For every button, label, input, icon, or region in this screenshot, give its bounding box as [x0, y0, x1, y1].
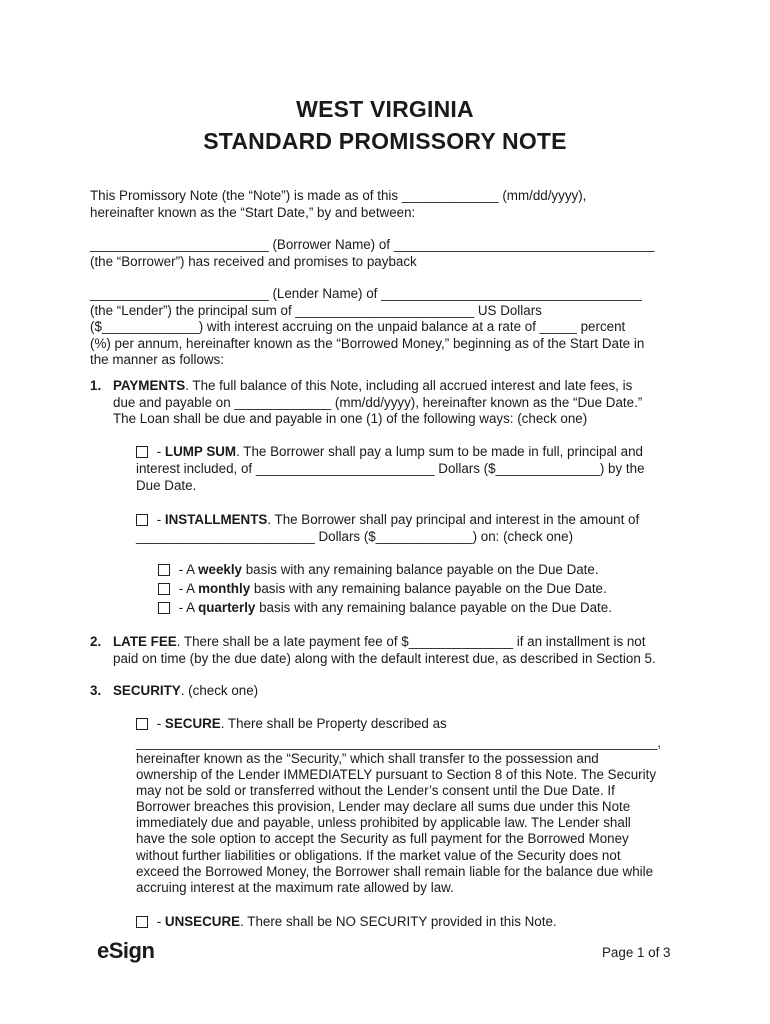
secure-body-line: hereinafter known as the “Security,” which shall transfer to the possession and	[136, 751, 599, 766]
page-number: Page 1 of 3	[602, 945, 671, 960]
section-2-text-1: . There shall be a late payment fee of $______________ if an installment is not	[176, 634, 646, 649]
section-3-line-1	[113, 683, 258, 699]
title-line-1: WEST VIRGINIA	[296, 96, 474, 122]
unsecure-dash: -	[153, 914, 165, 929]
monthly-prefix: - A	[175, 581, 199, 596]
monthly-suffix: basis with any remaining balance payable on the Due Date.	[250, 581, 607, 596]
unsecure-line-1	[136, 914, 557, 930]
section-1-line-1	[113, 378, 632, 394]
lump-sum-line-1	[136, 444, 643, 460]
lump-sum-dash: -	[153, 444, 165, 459]
intro-line-2: hereinafter known as the “Start Date,” by and between:	[90, 205, 416, 220]
section-1-text-1: . The full balance of this Note, including all accrued interest and late fees, is	[185, 378, 633, 393]
title-line-2: STANDARD PROMISSORY NOTE	[203, 128, 567, 154]
section-2-heading: LATE FEE	[113, 634, 177, 649]
lender-line-2: (the “Lender”) the principal sum of ________________________ US Dollars	[90, 303, 542, 318]
lender-line-5: the manner as follows:	[90, 352, 224, 367]
secure-body-line: accruing interest at the maximum rate allowed by law.	[136, 880, 454, 895]
lump-sum-line-3: Due Date.	[136, 478, 197, 493]
weekly-suffix: basis with any remaining balance payable on the Due Date.	[242, 562, 599, 577]
borrower-line-1: ________________________ (Borrower Name) of ___________________________________	[90, 237, 655, 252]
quarterly-checkbox[interactable]	[158, 602, 170, 614]
lender-line-3: ($_____________) with interest accruing on the unpaid balance at a rate of _____ percent	[90, 319, 626, 334]
lump-sum-text-1: . The Borrower shall pay a lump sum to be made in full, principal and	[236, 444, 643, 459]
monthly-label: monthly	[198, 581, 251, 596]
secure-dash: -	[153, 716, 165, 731]
lump-sum-heading: LUMP SUM	[164, 444, 237, 459]
installments-text-1: . The Borrower shall pay principal and interest in the amount of	[267, 512, 640, 527]
installments-line-1	[136, 512, 639, 528]
section-1-number: 1.	[90, 378, 102, 393]
secure-body-line: ownership of the Lender IMMEDIATELY pursuant to Section 8 of this Note. The Security	[136, 767, 657, 782]
weekly-checkbox[interactable]	[158, 564, 170, 576]
lender-line-4: (%) per annum, hereinafter known as the “Borrowed Money,” beginning as of the Start Date in	[90, 336, 645, 351]
unsecure-checkbox[interactable]	[136, 916, 148, 928]
monthly-option	[158, 581, 607, 597]
section-3-number: 3.	[90, 683, 102, 698]
secure-checkbox[interactable]	[136, 718, 148, 730]
section-1-line-2: due and payable on _____________ (mm/dd/yyyy), hereinafter known as the “Due Date.”	[113, 395, 643, 410]
section-3-heading: SECURITY	[113, 683, 181, 698]
secure-body-line: without further liabilities or obligations. If the market value of the Security does not	[136, 848, 621, 863]
esign-logo: eSign	[97, 938, 155, 963]
secure-heading: SECURE	[164, 716, 221, 731]
quarterly-label: quarterly	[198, 600, 256, 615]
quarterly-suffix: basis with any remaining balance payable on the Due Date.	[255, 600, 612, 615]
secure-body-line: have the sole option to accept the Security as full payment for the Borrowed Money	[136, 831, 629, 846]
weekly-option	[158, 562, 599, 578]
secure-line-1	[136, 716, 447, 732]
secure-body-line: Borrower breaches this provision, Lender may declare all sums due under this Note	[136, 799, 631, 814]
section-2-line-1	[113, 634, 645, 650]
lump-sum-checkbox[interactable]	[136, 446, 148, 458]
installments-heading: INSTALLMENTS	[164, 512, 268, 527]
unsecure-text-1: . There shall be NO SECURITY provided in this Note.	[240, 914, 557, 929]
section-3-tail: . (check one)	[180, 683, 259, 698]
quarterly-prefix: - A	[175, 600, 199, 615]
secure-text-1: . There shall be Property described as	[220, 716, 447, 731]
section-1-line-3: The Loan shall be due and payable in one (1) of the following ways: (check one)	[113, 411, 588, 426]
secure-body-line: exceed the Borrowed Money, the Borrower shall remain liable for the balance due while	[136, 864, 654, 879]
lender-line-1: ________________________ (Lender Name) of ___________________________________	[90, 286, 642, 301]
section-2-line-2: paid on time (by the due date) along with the default interest due, as described in Section 5.	[113, 651, 656, 666]
unsecure-heading: UNSECURE	[164, 914, 241, 929]
secure-body-line: immediately due and payable, unless prohibited by applicable law. The Lender shall	[136, 815, 631, 830]
secure-body-line: ______________________________________________________________________,	[136, 735, 662, 750]
installments-line-2: ________________________ Dollars ($_____________) on: (check one)	[136, 529, 574, 544]
weekly-label: weekly	[198, 562, 243, 577]
intro-line-1: This Promissory Note (the “Note”) is made as of this _____________ (mm/dd/yyyy),	[90, 188, 587, 203]
monthly-checkbox[interactable]	[158, 583, 170, 595]
installments-dash: -	[153, 512, 165, 527]
secure-body-line: may not be sold or transferred without the Lender’s consent until the Due Date. If	[136, 783, 615, 798]
weekly-prefix: - A	[175, 562, 199, 577]
lump-sum-line-2: interest included, of ________________________ Dollars ($______________) by the	[136, 461, 645, 476]
installments-checkbox[interactable]	[136, 514, 148, 526]
section-1-heading: PAYMENTS	[113, 378, 186, 393]
borrower-line-2: (the “Borrower”) has received and promises to payback	[90, 254, 417, 269]
quarterly-option	[158, 600, 612, 616]
section-2-number: 2.	[90, 634, 102, 649]
